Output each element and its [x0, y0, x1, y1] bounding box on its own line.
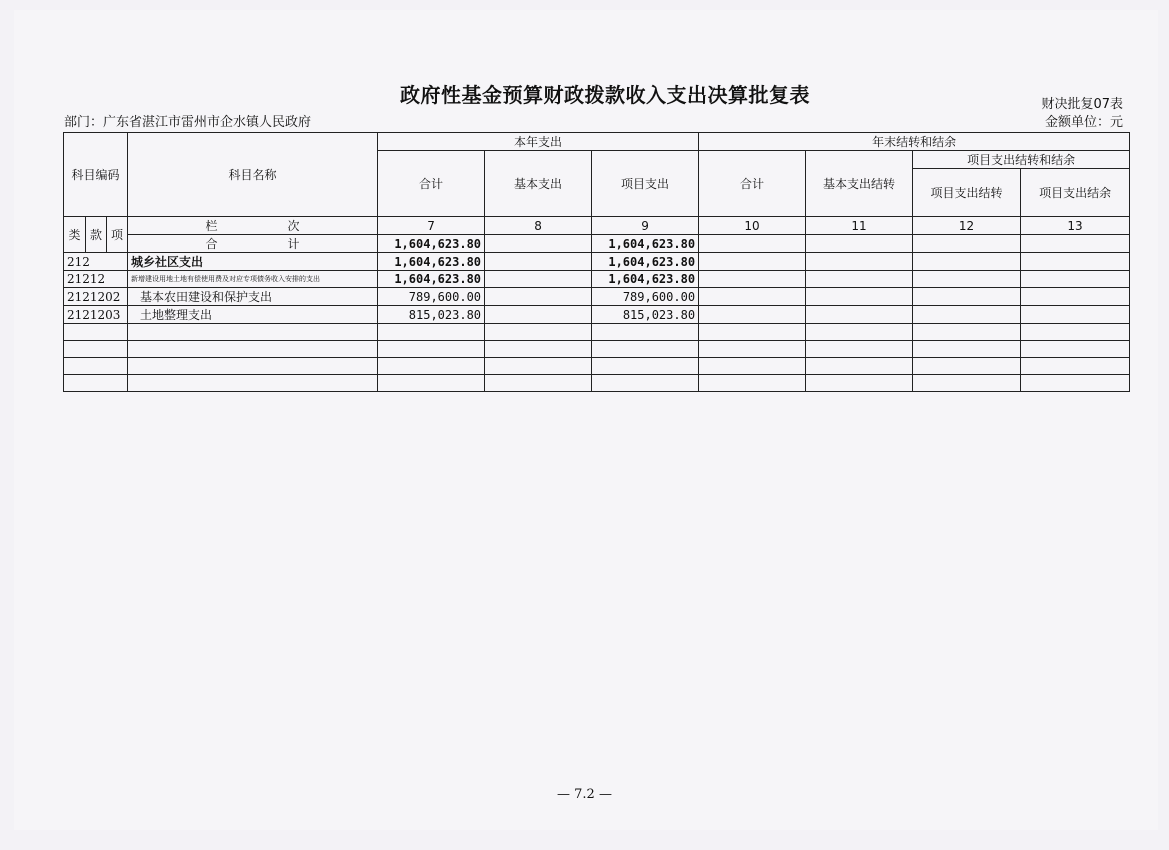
row-name: 土地整理支出 [128, 306, 378, 324]
total-row-project: 1,604,623.80 [592, 235, 699, 253]
col-num-12: 12 [913, 217, 1021, 235]
project-expense-header: 项目支出 [592, 151, 699, 217]
row-project: 1,604,623.80 [592, 253, 699, 271]
kuan-header: 款 [86, 217, 107, 253]
empty-row [64, 358, 1130, 375]
row-code: 21212 [64, 271, 128, 288]
row-basic [485, 253, 592, 271]
row-basic [485, 271, 592, 288]
col-num-9: 9 [592, 217, 699, 235]
row-basic [485, 288, 592, 306]
table-row [64, 288, 1130, 306]
row-total: 789,600.00 [378, 288, 485, 306]
col-num-13: 13 [1021, 217, 1130, 235]
row-number-label: 栏 次 [128, 217, 378, 235]
project-surplus-header: 项目支出结余 [1021, 169, 1130, 217]
empty-row [64, 324, 1130, 341]
page-number: — 7.2 — [557, 787, 612, 802]
col-num-10: 10 [699, 217, 806, 235]
row-name: 新增建设用地土地有偿使用费及对应专项债务收入安排的支出 [128, 271, 378, 288]
col-num-8: 8 [485, 217, 592, 235]
approval-table [63, 132, 1130, 392]
empty-row [64, 375, 1130, 392]
form-code: 财决批复07表 [1041, 97, 1123, 112]
row-project: 789,600.00 [592, 288, 699, 306]
row-project: 1,604,623.80 [592, 271, 699, 288]
balance-total-header: 合计 [699, 151, 806, 217]
empty-row [64, 341, 1130, 358]
row-code: 2121203 [64, 306, 128, 324]
xiang-header: 项 [107, 217, 128, 253]
row-total: 1,604,623.80 [378, 271, 485, 288]
basic-carryover-header: 基本支出结转 [806, 151, 913, 217]
row-code: 212 [64, 253, 128, 271]
subject-code-header: 科目编码 [64, 133, 128, 217]
total-row [64, 235, 1130, 253]
row-project: 815,023.80 [592, 306, 699, 324]
total-row-total: 1,604,623.80 [378, 235, 485, 253]
row-name: 基本农田建设和保护支出 [128, 288, 378, 306]
lei-header: 类 [64, 217, 86, 253]
total-row-label: 合 计 [128, 235, 378, 253]
total-header: 合计 [378, 151, 485, 217]
col-num-11: 11 [806, 217, 913, 235]
subject-name-header: 科目名称 [128, 133, 378, 217]
table-row [64, 253, 1130, 271]
year-end-balance-header: 年末结转和结余 [699, 133, 1130, 151]
row-name: 城乡社区支出 [128, 253, 378, 271]
total-row-basic [485, 235, 592, 253]
row-total: 1,604,623.80 [378, 253, 485, 271]
unit-label: 金额单位：元 [1044, 115, 1123, 130]
project-carry-group-header: 项目支出结转和结余 [913, 151, 1130, 169]
current-year-expense-header: 本年支出 [378, 133, 699, 151]
row-code: 2121202 [64, 288, 128, 306]
department-label: 部门：广东省湛江市雷州市企水镇人民政府 [64, 115, 312, 130]
col-num-7: 7 [378, 217, 485, 235]
basic-expense-header: 基本支出 [485, 151, 592, 217]
page-title: 政府性基金预算财政拨款收入支出决算批复表 [400, 83, 810, 107]
row-total: 815,023.80 [378, 306, 485, 324]
project-carryover-header: 项目支出结转 [913, 169, 1021, 217]
table-row [64, 271, 1130, 288]
table-row [64, 306, 1130, 324]
row-basic [485, 306, 592, 324]
